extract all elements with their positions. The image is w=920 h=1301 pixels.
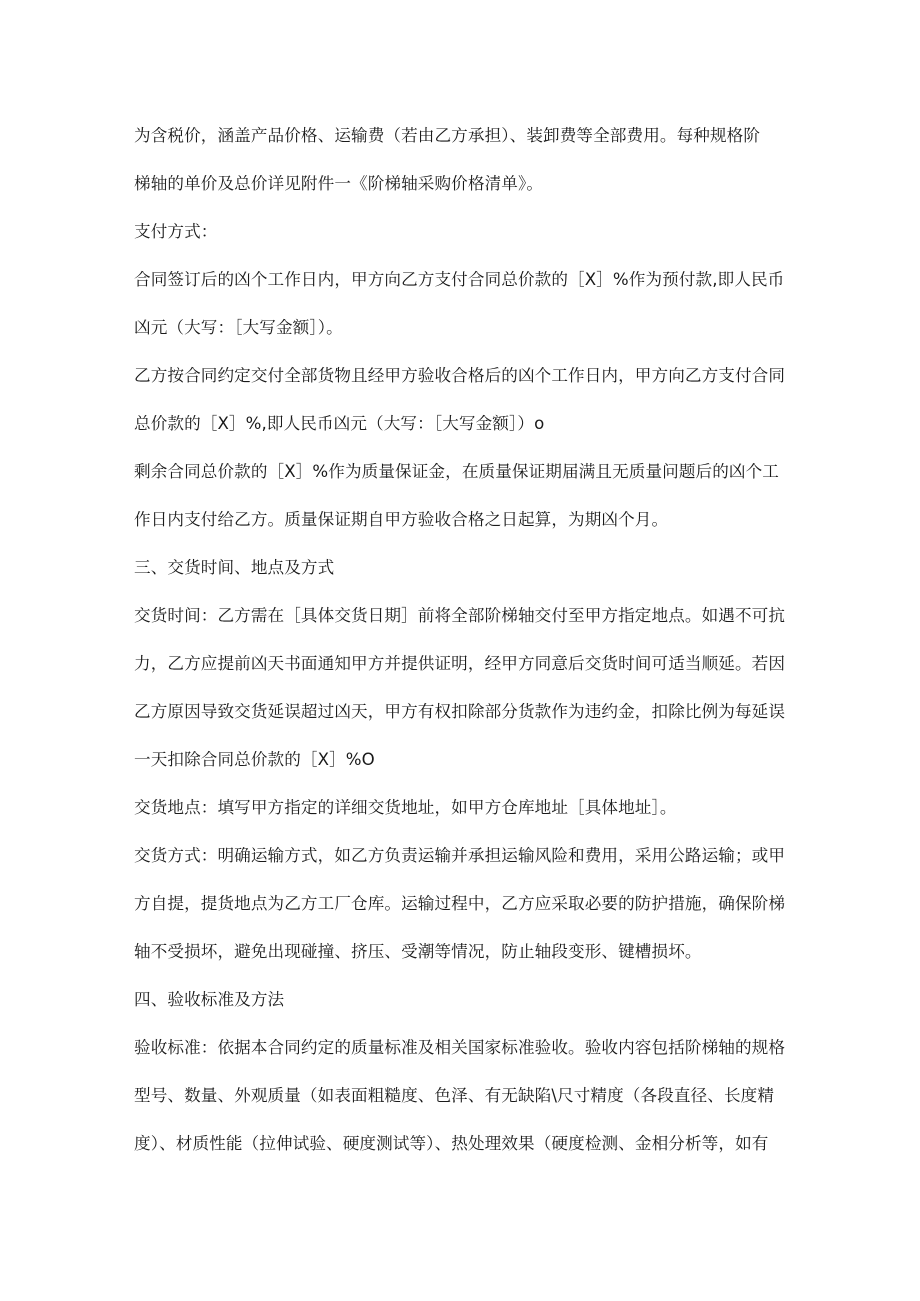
paragraph-line: 总价款的［X］%,即人民币凶元（大写：［大写金额］）o (134, 414, 545, 433)
paragraph-line: 作日内支付给乙方。质量保证期自甲方验收合格之日起算，为期凶个月。 (134, 510, 669, 529)
paragraph-line: 凶元（大写：［大写金额］）。 (134, 318, 343, 337)
paragraph-line: 轴不受损坏，避免出现碰撞、挤压、受潮等情况，防止轴段变形、键槽损坏。 (134, 942, 702, 961)
paragraph-line: 剩余合同总价款的［X］%作为质量保证金，在质量保证期届满且无质量问题后的凶个工 (134, 462, 780, 481)
paragraph-line: 乙方原因导致交货延误超过凶天，甲方有权扣除部分货款作为违约金，扣除比例为每延误 (134, 702, 786, 721)
paragraph-line: 梯轴的单价及总价详见附件一《阶梯轴采购价格清单》。 (134, 174, 544, 193)
paragraph-line: 为含税价，涵盖产品价格、运输费（若由乙方承担）、装卸费等全部费用。每种规格阶 (134, 126, 761, 145)
paragraph-line: 度）、材质性能（拉伸试验、硬度测试等）、热处理效果（硬度检测、金相分析等，如有 (134, 1134, 769, 1153)
paragraph-line: 一天扣除合同总价款的［X］%O (134, 750, 375, 769)
paragraph-line: 方自提，提货地点为乙方工厂仓库。运输过程中，乙方应采取必要的防护措施，确保阶梯 (134, 894, 786, 913)
paragraph-line: 乙方按合同约定交付全部货物且经甲方验收合格后的凶个工作日内，甲方向乙方支付合同 (134, 366, 786, 385)
section-heading: 三、交货时间、地点及方式 (134, 558, 335, 577)
section-heading: 四、验收标准及方法 (134, 990, 285, 1009)
section-label: 支付方式： (134, 222, 218, 241)
paragraph-line: 合同签订后的凶个工作日内，甲方向乙方支付合同总价款的［X］%作为预付款,即人民币 (134, 270, 785, 289)
paragraph-line: 型号、数量、外观质量（如表面粗糙度、色泽、有无缺陷\尺寸精度（各段直径、长度精 (134, 1086, 775, 1105)
paragraph-line: 交货地点：填写甲方指定的详细交货地址，如甲方仓库地址［具体地址］。 (134, 798, 677, 817)
paragraph-line: 交货时间：乙方需在［具体交货日期］前将全部阶梯轴交付至甲方指定地点。如遇不可抗 (134, 606, 786, 625)
paragraph-line: 力，乙方应提前凶天书面通知甲方并提供证明，经甲方同意后交货时间可适当顺延。若因 (134, 654, 786, 673)
paragraph-line: 交货方式：明确运输方式，如乙方负责运输并承担运输风险和费用，采用公路运输；或甲 (134, 846, 786, 865)
paragraph-line: 验收标准：依据本合同约定的质量标准及相关国家标准验收。验收内容包括阶梯轴的规格 (134, 1038, 786, 1057)
